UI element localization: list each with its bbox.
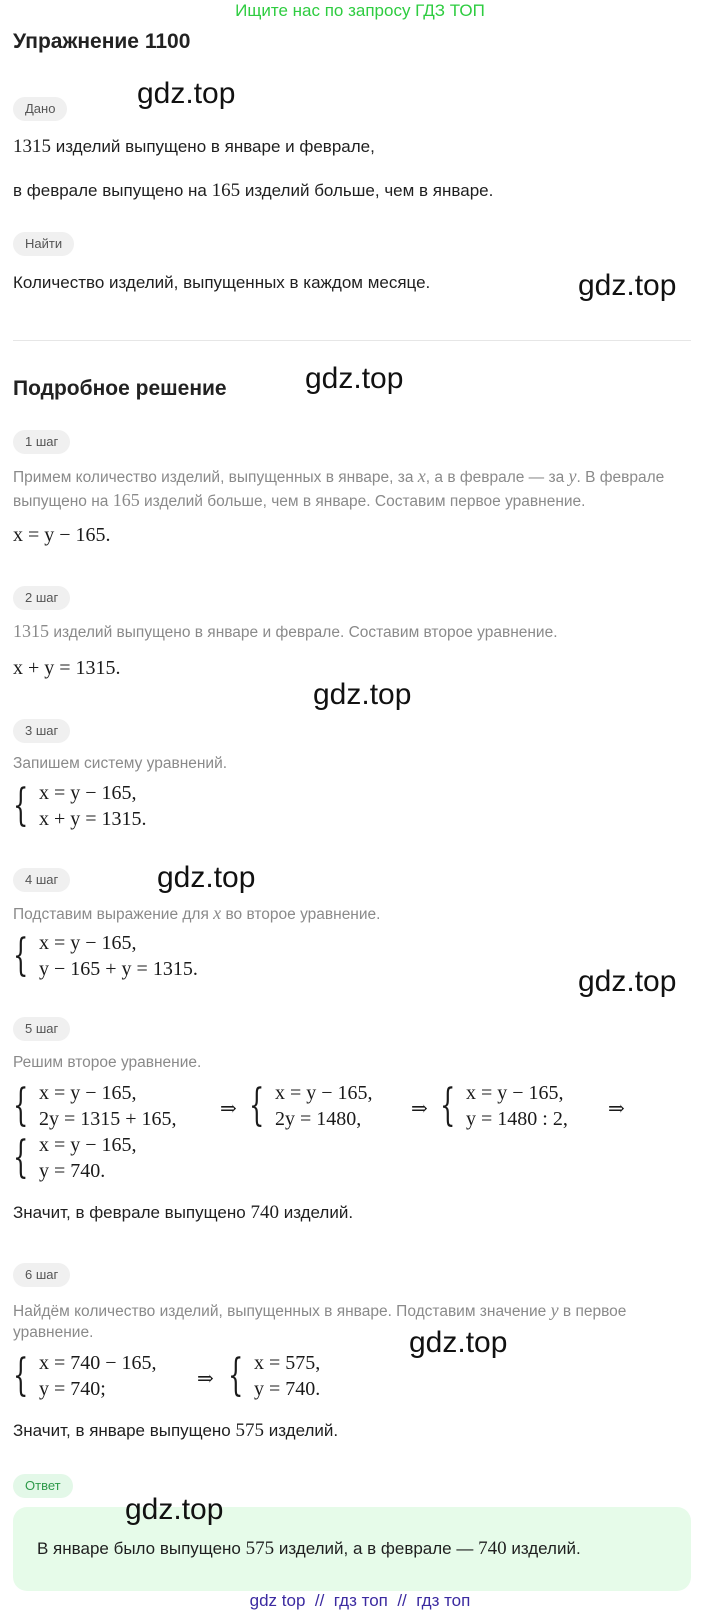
footer-links[interactable]: gdz top // гдз топ // гдз топ <box>249 1591 471 1610</box>
answer-number-january: 575 <box>245 1538 275 1559</box>
step-1-text-e: изделий больше, чем в январе. Составим первое уравнение. <box>144 493 586 510</box>
step-5-a-eq-1: x = y − 165, <box>39 1082 137 1104</box>
answer-text-pre: В январе было выпущено <box>37 1539 241 1558</box>
watermark: gdz.top <box>305 362 404 395</box>
given-number-total: 1315 <box>13 136 51 157</box>
step-1-text-d: выпущено на <box>13 493 109 510</box>
step-6-conclusion-pre: Значит, в январе выпущено <box>13 1421 231 1440</box>
step-3-badge: 3 шаг <box>13 719 70 743</box>
brace-symbol: { <box>13 1080 29 1131</box>
step-5-system-b <box>249 1080 373 1132</box>
step-2-text <box>13 620 558 644</box>
step-4-text-a: Подставим выражение для <box>13 906 209 923</box>
top-search-hint[interactable]: Ищите нас по запросу ГДЗ ТОП <box>235 1 485 20</box>
step-2-text-a: изделий выпущено в январе и феврале. Составим второе уравнение. <box>53 624 558 641</box>
given-number-diff: 165 <box>211 180 241 201</box>
step-3-eq-1: x = y − 165, <box>39 782 137 804</box>
step-5-system-d <box>13 1132 137 1184</box>
implies-arrow: ⇒ <box>411 1096 428 1120</box>
step-3-system <box>13 780 147 832</box>
implies-arrow: ⇒ <box>220 1096 237 1120</box>
step-6-var-y: y <box>550 1300 559 1320</box>
step-4-var-x: x <box>213 903 222 923</box>
step-6-a-eq-2: y = 740; <box>39 1378 106 1400</box>
step-5-conclusion-number: 740 <box>250 1202 279 1223</box>
step-4-text-b: во второе уравнение. <box>225 906 381 923</box>
step-5-system-c <box>440 1080 568 1132</box>
answer-text <box>37 1538 581 1560</box>
step-1-text-2 <box>13 489 585 513</box>
step-1-var-x: x <box>417 466 426 486</box>
step-5-c-eq-2: y = 1480 : 2, <box>466 1108 568 1130</box>
brace-symbol: { <box>440 1080 456 1131</box>
step-6-conclusion <box>13 1420 338 1442</box>
brace-symbol: { <box>13 1350 29 1401</box>
step-5-text: Решим второе уравнение. <box>13 1054 202 1071</box>
step-6-text <box>13 1299 703 1323</box>
given-line-2-post: изделий больше, чем в январе. <box>244 181 494 200</box>
step-4-badge: 4 шаг <box>13 868 70 892</box>
step-4-eq-1: x = y − 165, <box>39 932 137 954</box>
find-text: Количество изделий, выпущенных в каждом месяце. <box>13 273 431 292</box>
step-4-eq-2: y − 165 + y = 1315. <box>39 958 198 980</box>
step-1-var-y: y <box>568 466 577 486</box>
brace-symbol: { <box>13 780 29 831</box>
step-4-system <box>13 930 198 982</box>
step-5-conclusion <box>13 1202 353 1224</box>
brace-symbol: { <box>249 1080 265 1131</box>
given-line-2-pre: в феврале выпущено на <box>13 181 207 200</box>
watermark: gdz.top <box>137 77 236 110</box>
given-line-2 <box>13 180 493 202</box>
step-1-equation: x = y − 165. <box>13 524 111 546</box>
step-6-text-2: уравнение. <box>13 1324 94 1341</box>
step-6-system-a <box>13 1350 157 1402</box>
step-5-conclusion-post: изделий. <box>283 1203 354 1222</box>
step-6-text-a: Найдём количество изделий, выпущенных в январе. Подставим значение <box>13 1303 547 1320</box>
answer-text-post: изделий. <box>511 1539 581 1558</box>
section-divider <box>13 340 691 341</box>
watermark: gdz.top <box>125 1493 224 1526</box>
step-3-eq-2: x + y = 1315. <box>39 808 147 830</box>
step-5-badge: 5 шаг <box>13 1017 70 1041</box>
step-6-badge: 6 шаг <box>13 1263 70 1287</box>
step-6-a-eq-1: x = 740 − 165, <box>39 1352 157 1374</box>
answer-text-mid: изделий, а в феврале — <box>278 1539 474 1558</box>
step-6-b-eq-1: x = 575, <box>254 1352 321 1374</box>
find-badge: Найти <box>13 232 74 256</box>
step-6-text-b: в первое <box>562 1303 627 1320</box>
step-1-badge: 1 шаг <box>13 430 70 454</box>
step-5-b-eq-1: x = y − 165, <box>275 1082 373 1104</box>
watermark: gdz.top <box>409 1326 508 1359</box>
watermark: gdz.top <box>578 965 677 998</box>
step-4-text <box>13 902 380 926</box>
brace-symbol: { <box>228 1350 244 1401</box>
step-2-equation: x + y = 1315. <box>13 657 121 679</box>
implies-arrow: ⇒ <box>608 1096 625 1120</box>
step-1-text-c: . В феврале <box>576 469 665 486</box>
step-5-a-eq-2: 2y = 1315 + 165, <box>39 1108 177 1130</box>
watermark: gdz.top <box>313 678 412 711</box>
step-6-b-eq-2: y = 740. <box>254 1378 321 1400</box>
step-6-system-b <box>228 1350 321 1402</box>
page-title: Упражнение 1100 <box>13 30 191 53</box>
step-1-number: 165 <box>112 490 140 510</box>
step-6-conclusion-post: изделий. <box>268 1421 339 1440</box>
step-3-text: Запишем систему уравнений. <box>13 755 228 772</box>
given-badge: Дано <box>13 97 67 121</box>
step-5-c-eq-1: x = y − 165, <box>466 1082 564 1104</box>
step-2-badge: 2 шаг <box>13 586 70 610</box>
answer-badge: Ответ <box>13 1474 73 1498</box>
implies-arrow: ⇒ <box>197 1366 214 1390</box>
step-2-number: 1315 <box>13 621 49 641</box>
solution-title: Подробное решение <box>13 377 227 400</box>
watermark: gdz.top <box>578 269 677 302</box>
answer-number-february: 740 <box>478 1538 507 1559</box>
step-5-d-eq-2: y = 740. <box>39 1160 106 1182</box>
step-1-text-b: , а в феврале — за <box>425 469 565 486</box>
step-1-text <box>13 465 703 489</box>
step-5-system-a <box>13 1080 177 1132</box>
brace-symbol: { <box>13 1132 29 1183</box>
step-5-b-eq-2: 2y = 1480, <box>275 1108 362 1130</box>
given-line-1 <box>13 136 375 158</box>
step-5-d-eq-1: x = y − 165, <box>39 1134 137 1156</box>
step-6-conclusion-number: 575 <box>235 1420 264 1441</box>
brace-symbol: { <box>13 930 29 981</box>
step-1-text-a: Примем количество изделий, выпущенных в январе, за <box>13 469 414 486</box>
watermark: gdz.top <box>157 861 256 894</box>
step-5-conclusion-pre: Значит, в феврале выпущено <box>13 1203 246 1222</box>
given-line-1-text: изделий выпущено в январе и феврале, <box>55 137 375 156</box>
